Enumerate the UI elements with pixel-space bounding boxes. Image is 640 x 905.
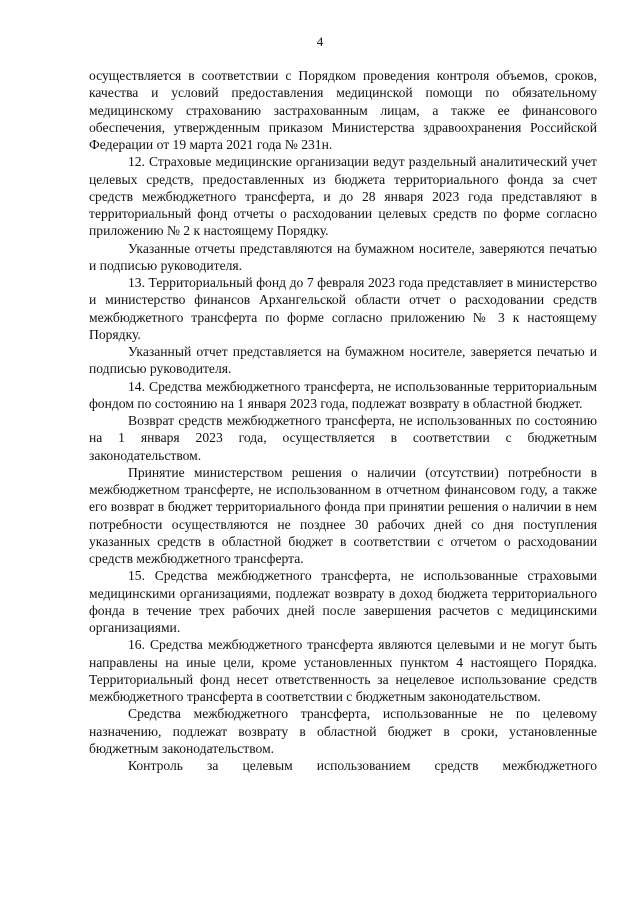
paragraph: Указанные отчеты представляются на бумажном носителе, заверяются печатью и подписью руководителя. — [89, 240, 597, 273]
document-body — [89, 67, 597, 774]
paragraph: осуществляется в соответствии с Порядком проведения контроля объемов, сроков, качества и условий предоставления медицинской помощи по обязательному медицинскому страхованию застрахованным лицам, а также ее финансового обеспечения, утвержденным приказом Министерства здравоохранения Российской Федерации от 19 марта 2021 года № 231н. — [89, 68, 597, 152]
paragraph: 15. Средства межбюджетного трансферта, не использованные страховыми медицинскими организациями, подлежат возврату в доход бюджета территориального фонда в течение трех рабочих дней после завершения расчетов с медицинскими организациями. — [89, 568, 597, 635]
paragraph: 12. Страховые медицинские организации ведут раздельный аналитический учет целевых средств, предоставленных из бюджета территориального фонда за счет средств межбюджетного трансферта, и до 28 января 2023 года представляют в территориальный фонд отчеты о расходовании целевых средств по форме согласно приложению № 2 к настоящему Порядку. — [89, 154, 597, 239]
paragraph: Принятие министерством решения о наличии (отсутствии) потребности в межбюджетном трансферте, не использованном в отчетном финансовом году, а также его возврат в бюджет территориального фонда при принятии решения о наличии в нем потребности осуществляются не позднее 30 рабочих дней со дня поступления указанных средств в областной бюджет в соответствии с отчетом о расходовании средств межбюджетного трансферта. — [89, 464, 597, 566]
paragraph: Контроль за целевым использованием средств межбюджетного — [128, 758, 597, 773]
paragraph: Средства межбюджетного трансферта, использованные не по целевому назначению, подлежат возврату в областной бюджет в сроки, установленные бюджетным законодательством. — [89, 706, 597, 756]
page-number: 4 — [316, 34, 324, 49]
paragraph: Указанный отчет представляется на бумажном носителе, заверяется печатью и подписью руководителя. — [89, 344, 597, 377]
paragraph: 13. Территориальный фонд до 7 февраля 2023 года представляет в министерство и министерство финансов Архангельской области отчет о расходовании средств межбюджетного трансферта по форме согласно приложению № 3 к настоящему Порядку. — [89, 275, 597, 342]
paragraph: 16. Средства межбюджетного трансферта являются целевыми и не могут быть направлены на иные цели, кроме установленных пунктом 4 настоящего Порядка. Территориальный фонд несет ответственность за нецелевое использование средств межбюджетного трансферта в соответствии с бюджетным законодательством. — [89, 637, 597, 704]
paragraph: 14. Средства межбюджетного трансферта, не использованные территориальным фондом по состоянию на 1 января 2023 года, подлежат возврату в областной бюджет. — [89, 378, 597, 411]
paragraph: Возврат средств межбюджетного трансферта, не использованных по состоянию на 1 января 2023 года, осуществляется в соответствии с бюджетным законодательством. — [89, 413, 597, 463]
